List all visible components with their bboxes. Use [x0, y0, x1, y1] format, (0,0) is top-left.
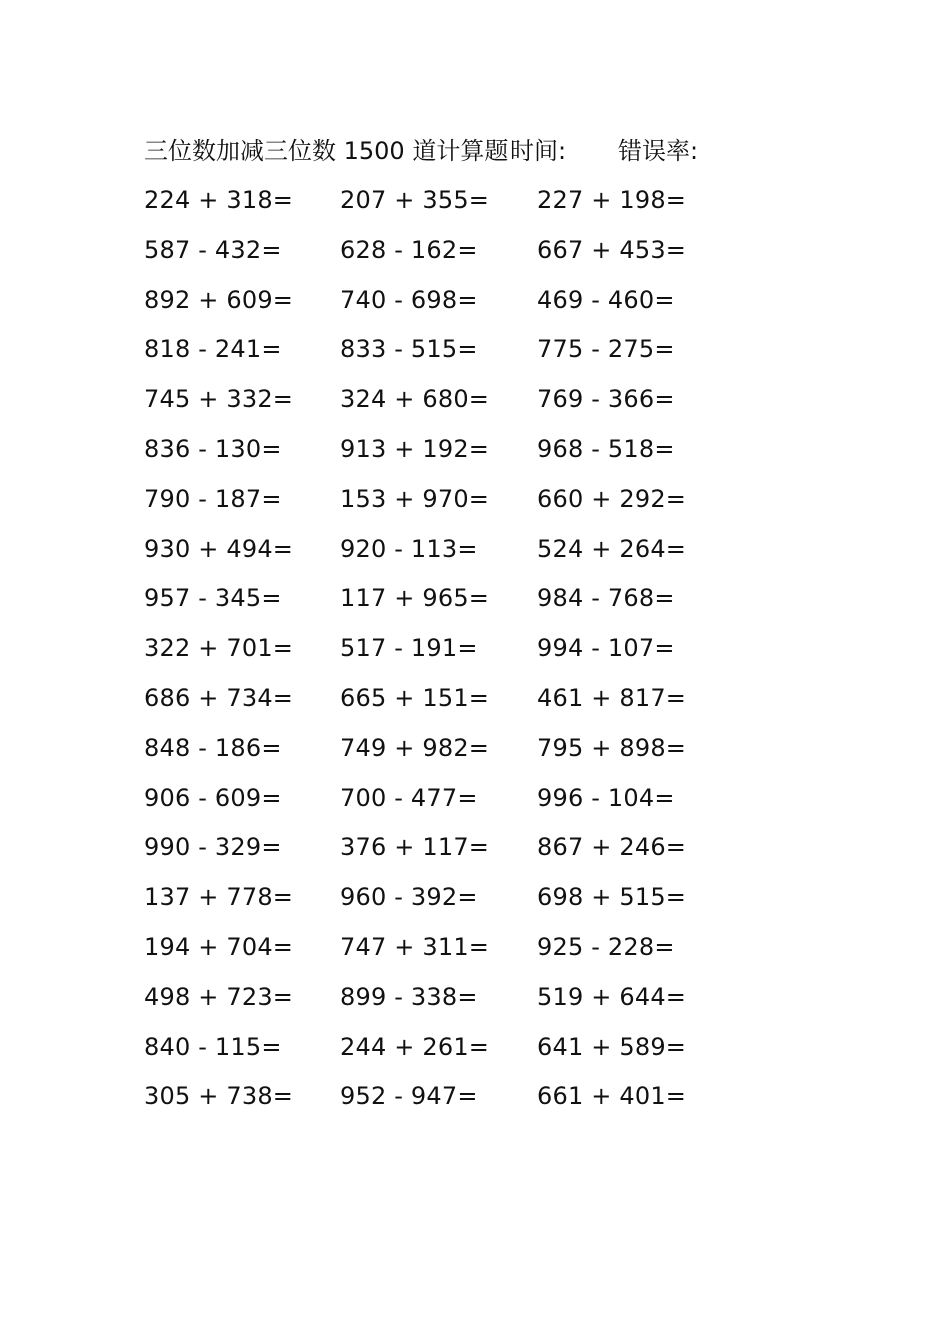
error-rate-label: 错误率:: [618, 137, 699, 165]
arithmetic-problem: 749 + 982=: [340, 733, 490, 762]
arithmetic-problem: 661 + 401=: [537, 1082, 687, 1111]
arithmetic-problem: 686 + 734=: [144, 683, 294, 712]
arithmetic-problem: 920 - 113=: [340, 534, 478, 563]
time-label: 时间:: [510, 137, 567, 165]
arithmetic-problem: 957 - 345=: [144, 584, 282, 613]
arithmetic-problem: 665 + 151=: [340, 683, 490, 712]
arithmetic-problem: 461 + 817=: [537, 683, 687, 712]
problem-row: [144, 731, 744, 781]
arithmetic-problem: 840 - 115=: [144, 1032, 282, 1061]
arithmetic-problem: 498 + 723=: [144, 982, 294, 1011]
arithmetic-problem: 700 - 477=: [340, 783, 478, 812]
arithmetic-problem: 960 - 392=: [340, 883, 478, 912]
problem-row: [144, 581, 744, 631]
arithmetic-problem: 667 + 453=: [537, 235, 687, 264]
arithmetic-problem: 790 - 187=: [144, 484, 282, 513]
problem-row: [144, 880, 744, 930]
arithmetic-problem: 641 + 589=: [537, 1032, 687, 1061]
worksheet-title: 三位数加减三位数 1500 道计算题: [144, 137, 509, 165]
problem-row: [144, 1079, 744, 1129]
arithmetic-problem: 224 + 318=: [144, 186, 294, 214]
arithmetic-problem: 994 - 107=: [537, 634, 675, 663]
arithmetic-problem: 322 + 701=: [144, 634, 294, 663]
problem-grid: [144, 183, 744, 1129]
arithmetic-problem: 899 - 338=: [340, 982, 478, 1011]
problem-row: [144, 1030, 744, 1080]
problem-row: [144, 532, 744, 582]
arithmetic-problem: 996 - 104=: [537, 783, 675, 812]
problem-row: [144, 382, 744, 432]
arithmetic-problem: 745 + 332=: [144, 385, 294, 414]
arithmetic-problem: 698 + 515=: [537, 883, 687, 912]
arithmetic-problem: 137 + 778=: [144, 883, 294, 912]
arithmetic-problem: 833 - 515=: [340, 335, 478, 364]
arithmetic-problem: 795 + 898=: [537, 733, 687, 762]
arithmetic-problem: 519 + 644=: [537, 982, 687, 1011]
arithmetic-problem: 324 + 680=: [340, 385, 490, 414]
arithmetic-problem: 194 + 704=: [144, 932, 294, 961]
arithmetic-problem: 984 - 768=: [537, 584, 675, 613]
arithmetic-problem: 747 + 311=: [340, 932, 490, 961]
problem-row: [144, 283, 744, 333]
arithmetic-problem: 769 - 366=: [537, 385, 675, 414]
problem-row: [144, 830, 744, 880]
problem-row: [144, 332, 744, 382]
problem-row: [144, 980, 744, 1030]
arithmetic-problem: 517 - 191=: [340, 634, 478, 663]
arithmetic-problem: 207 + 355=: [340, 186, 490, 214]
arithmetic-problem: 117 + 965=: [340, 584, 490, 613]
arithmetic-problem: 848 - 186=: [144, 733, 282, 762]
arithmetic-problem: 305 + 738=: [144, 1082, 294, 1111]
problem-row: [144, 781, 744, 831]
arithmetic-problem: 836 - 130=: [144, 434, 282, 463]
arithmetic-problem: 968 - 518=: [537, 434, 675, 463]
problem-row: [144, 930, 744, 980]
arithmetic-problem: 906 - 609=: [144, 783, 282, 812]
problem-row: [144, 631, 744, 681]
problem-row: [144, 183, 744, 233]
arithmetic-problem: 775 - 275=: [537, 335, 675, 364]
arithmetic-problem: 925 - 228=: [537, 932, 675, 961]
arithmetic-problem: 818 - 241=: [144, 335, 282, 364]
arithmetic-problem: 376 + 117=: [340, 833, 490, 862]
problem-row: [144, 233, 744, 283]
arithmetic-problem: 867 + 246=: [537, 833, 687, 862]
arithmetic-problem: 587 - 432=: [144, 235, 282, 264]
arithmetic-problem: 153 + 970=: [340, 484, 490, 513]
problem-row: [144, 482, 744, 532]
arithmetic-problem: 740 - 698=: [340, 285, 478, 314]
arithmetic-problem: 227 + 198=: [537, 186, 687, 214]
arithmetic-problem: 990 - 329=: [144, 833, 282, 862]
arithmetic-problem: 660 + 292=: [537, 484, 687, 513]
arithmetic-problem: 244 + 261=: [340, 1032, 490, 1061]
problem-row: [144, 432, 744, 482]
arithmetic-problem: 913 + 192=: [340, 434, 490, 463]
arithmetic-problem: 930 + 494=: [144, 534, 294, 563]
problem-row: [144, 681, 744, 731]
arithmetic-problem: 892 + 609=: [144, 285, 294, 314]
arithmetic-problem: 952 - 947=: [340, 1082, 478, 1111]
arithmetic-problem: 524 + 264=: [537, 534, 687, 563]
arithmetic-problem: 469 - 460=: [537, 285, 675, 314]
arithmetic-problem: 628 - 162=: [340, 235, 478, 264]
